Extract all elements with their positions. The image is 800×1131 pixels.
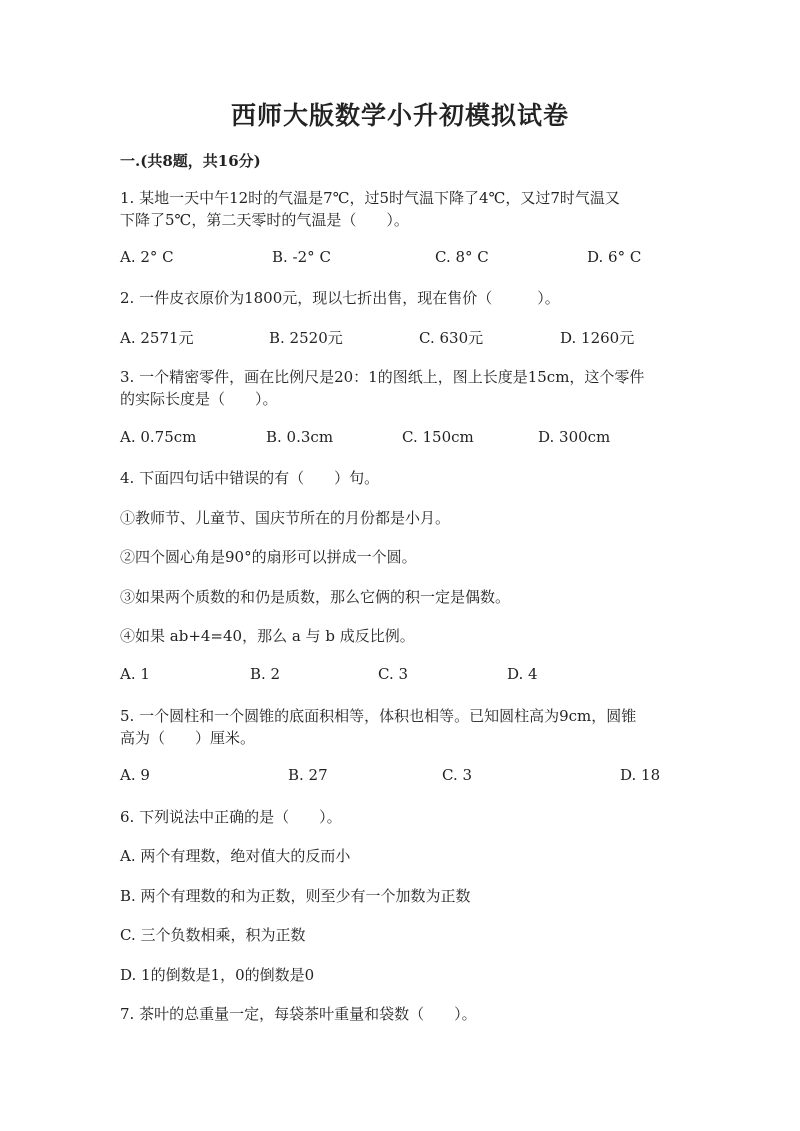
option-d: D. 18 [620, 766, 661, 784]
option-a: A. 2571元 [120, 329, 194, 347]
question-4-statement-1: ①教师节、儿童节、国庆节所在的月份都是小月。 [120, 509, 451, 527]
question-5-line-2: 高为（ ）厘米。 [120, 729, 256, 747]
option-b: B. -2° C [272, 248, 331, 266]
question-6-option-c: C. 三个负数相乘，积为正数 [120, 926, 306, 944]
question-5-options [120, 766, 680, 788]
question-2-line-1: 2. 一件皮衣原价为1800元，现以七折出售，现在售价（ ）。 [120, 289, 560, 307]
question-3-line-2: 的实际长度是（ ）。 [120, 390, 278, 408]
option-c: C. 8° C [435, 248, 489, 266]
question-6-option-a: A. 两个有理数，绝对值大的反而小 [120, 847, 351, 865]
option-c: C. 630元 [419, 329, 484, 347]
option-d: D. 300cm [538, 428, 611, 446]
option-b: B. 0.3cm [266, 428, 334, 446]
question-1-line-2: 下降了5℃，第二天零时的气温是（ ）。 [120, 211, 409, 229]
question-6-line-1: 6. 下列说法中正确的是（ ）。 [120, 808, 342, 826]
option-b: B. 2 [250, 665, 281, 683]
option-a: A. 2° C [120, 248, 174, 266]
question-4-statement-3: ③如果两个质数的和仍是质数，那么它俩的积一定是偶数。 [120, 588, 511, 606]
question-5-line-1: 5. 一个圆柱和一个圆锥的底面积相等，体积也相等。已知圆柱高为9cm，圆锥 [120, 707, 637, 725]
option-a: A. 0.75cm [120, 428, 197, 446]
question-1-options [120, 248, 680, 270]
question-4-options [120, 665, 680, 687]
option-b: B. 27 [288, 766, 328, 784]
question-3-line-1: 3. 一个精密零件，画在比例尺是20：1的图纸上，图上长度是15cm，这个零件 [120, 368, 645, 386]
option-d: D. 4 [507, 665, 538, 683]
question-6-option-b: B. 两个有理数的和为正数，则至少有一个加数为正数 [120, 887, 471, 905]
option-c: C. 3 [378, 665, 409, 683]
option-c: C. 3 [442, 766, 473, 784]
question-4-statement-4: ④如果 ab+4=40，那么 a 与 b 成反比例。 [120, 627, 415, 645]
question-1-line-1: 1. 某地一天中午12时的气温是7℃，过5时气温下降了4℃，又过7时气温又 [120, 189, 620, 207]
question-7-line-1: 7. 茶叶的总重量一定，每袋茶叶重量和袋数（ ）。 [120, 1005, 477, 1023]
section-heading: 一.(共8题，共16分) [120, 152, 261, 170]
question-6-option-d: D. 1的倒数是1，0的倒数是0 [120, 966, 315, 984]
question-4-line-1: 4. 下面四句话中错误的有（ ）句。 [120, 469, 380, 487]
option-c: C. 150cm [402, 428, 474, 446]
page-title: 西师大版数学小升初模拟试卷 [230, 101, 569, 130]
option-a: A. 9 [120, 766, 150, 784]
question-3-options [120, 428, 680, 450]
option-d: D. 6° C [587, 248, 642, 266]
option-b: B. 2520元 [269, 329, 343, 347]
question-4-statement-2: ②四个圆心角是90°的扇形可以拼成一个圆。 [120, 548, 417, 566]
option-a: A. 1 [120, 665, 150, 683]
option-d: D. 1260元 [560, 329, 635, 347]
question-2-options [120, 327, 680, 349]
